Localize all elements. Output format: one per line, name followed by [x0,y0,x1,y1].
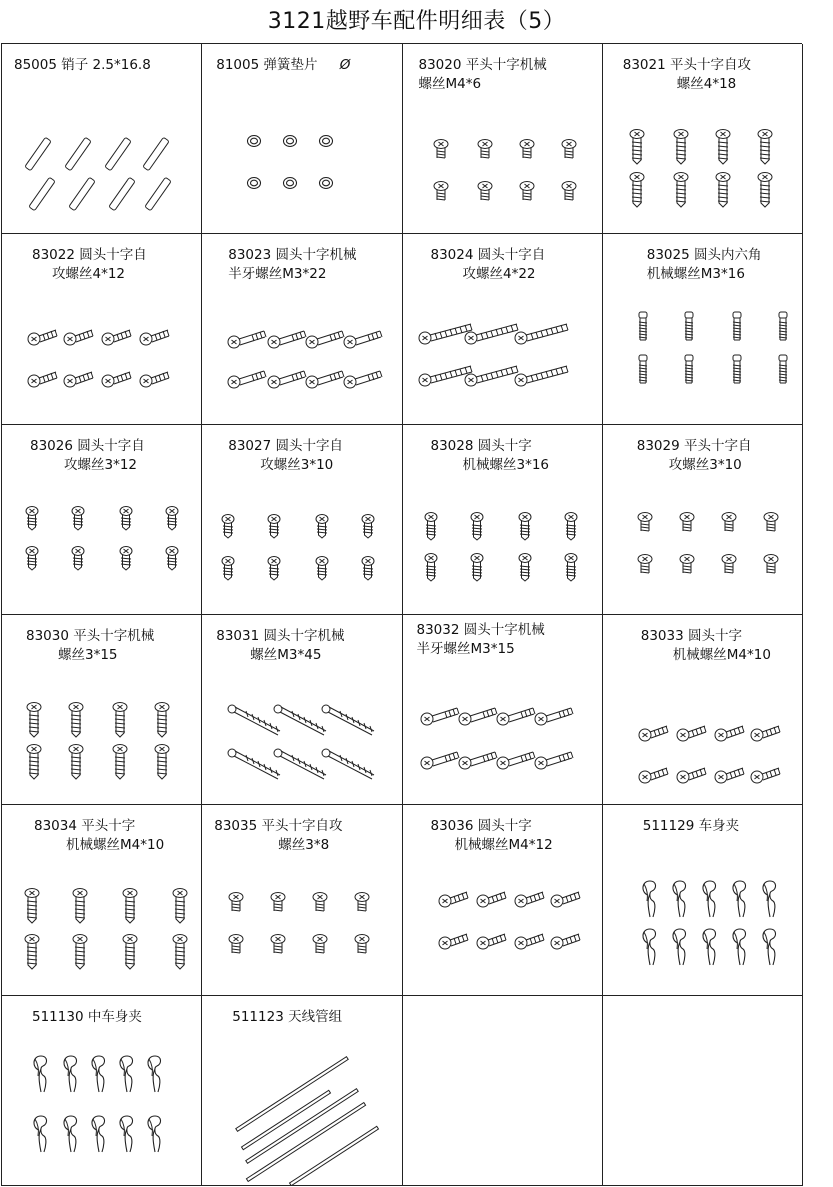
part-label: 511130 中车身夹 [32,1008,142,1025]
part-label: 83031 圆头十字机械 螺丝M3*45 [216,627,345,663]
part-label: 81005 弹簧垫片 Ø [216,57,351,73]
part-label: 83020 平头十字机械 螺丝M4*6 [418,57,547,92]
hex-socket-screw-icon [603,234,803,424]
part-cell-83024 [403,234,603,424]
pin-icon [2,44,202,234]
part-label: 83033 圆头十字 机械螺丝M4*10 [640,627,771,663]
body-clip-icon [2,996,202,1186]
part-cell-83025 [603,234,803,424]
flat-head-screw-icon [2,805,202,995]
part-label: 83029 平头十字自 攻螺丝3*10 [636,437,752,473]
round-head-screw-icon [603,615,803,805]
round-head-screw-icon [403,805,603,995]
part-label: 83026 圆头十字自 攻螺丝3*12 [30,437,145,473]
round-head-screw-icon [403,425,603,615]
part-cell-83034 [2,805,202,995]
part-cell-83026 [2,425,202,615]
flat-head-screw-icon [202,805,402,995]
part-cell-511123 [202,996,402,1186]
antenna-tube-icon [202,996,402,1186]
parts-table [1,43,802,1186]
part-cell-83021 [603,44,803,234]
round-head-screw-icon [2,234,202,424]
part-cell-83036 [403,805,603,995]
round-head-half-thread-screw-icon [202,234,402,424]
part-label: 511123 天线管组 [232,1008,343,1025]
part-cell-83020 [403,44,603,234]
page-title: 3121越野车配件明细表（5） [267,9,566,34]
part-label: 83030 平头十字机械 螺丝3*15 [26,627,155,663]
round-head-screw-icon [2,425,202,615]
part-cell-81005 [202,44,402,234]
part-cell-83033 [603,615,803,805]
flat-head-screw-icon [2,615,202,805]
part-cell-85005 [2,44,202,234]
part-label: 83035 平头十字自攻 螺丝3*8 [214,818,343,854]
part-label: 83023 圆头十字机械 半牙螺丝M3*22 [228,247,357,283]
part-cell-511130 [2,996,202,1186]
part-cell-83029 [603,425,803,615]
diameter-mark: Ø [339,57,351,73]
flat-head-screw-icon [403,44,603,234]
empty-cell [603,996,803,1186]
part-cell-83035 [202,805,402,995]
round-head-half-thread-screw-icon [403,615,603,805]
part-label: 85005 销子 2.5*16.8 [14,57,151,73]
part-label: 83032 圆头十字机械 半牙螺丝M3*15 [416,621,545,657]
part-cell-83023 [202,234,402,424]
part-cell-83027 [202,425,402,615]
part-label: 83024 圆头十字自 攻螺丝4*22 [430,247,546,283]
part-cell-83032 [403,615,603,805]
part-label: 83025 圆头内六角 机械螺丝M3*16 [646,247,762,283]
long-screw-icon [202,615,402,805]
part-label: 83028 圆头十字 机械螺丝3*16 [430,437,550,473]
part-label: 83036 圆头十字 机械螺丝M4*12 [430,818,553,854]
body-clip-icon [603,805,803,995]
part-label: 511129 车身夹 [642,818,740,835]
part-label: 83021 平头十字自攻 螺丝4*18 [622,57,751,92]
part-label: 83034 平头十字 机械螺丝M4*10 [34,818,165,854]
flat-head-self-tapping-screw-icon [603,44,803,234]
part-cell-83030 [2,615,202,805]
part-cell-511129 [603,805,803,995]
round-head-screw-icon [202,425,402,615]
part-cell-83028 [403,425,603,615]
part-label: 83027 圆头十字自 攻螺丝3*10 [228,437,343,473]
part-cell-83031 [202,615,402,805]
spring-washer-icon [202,44,402,234]
part-label: 83022 圆头十字自 攻螺丝4*12 [32,247,147,283]
round-head-long-screw-icon [403,234,603,424]
empty-cell [403,996,603,1186]
flat-head-screw-icon [603,425,803,615]
part-cell-83022 [2,234,202,424]
